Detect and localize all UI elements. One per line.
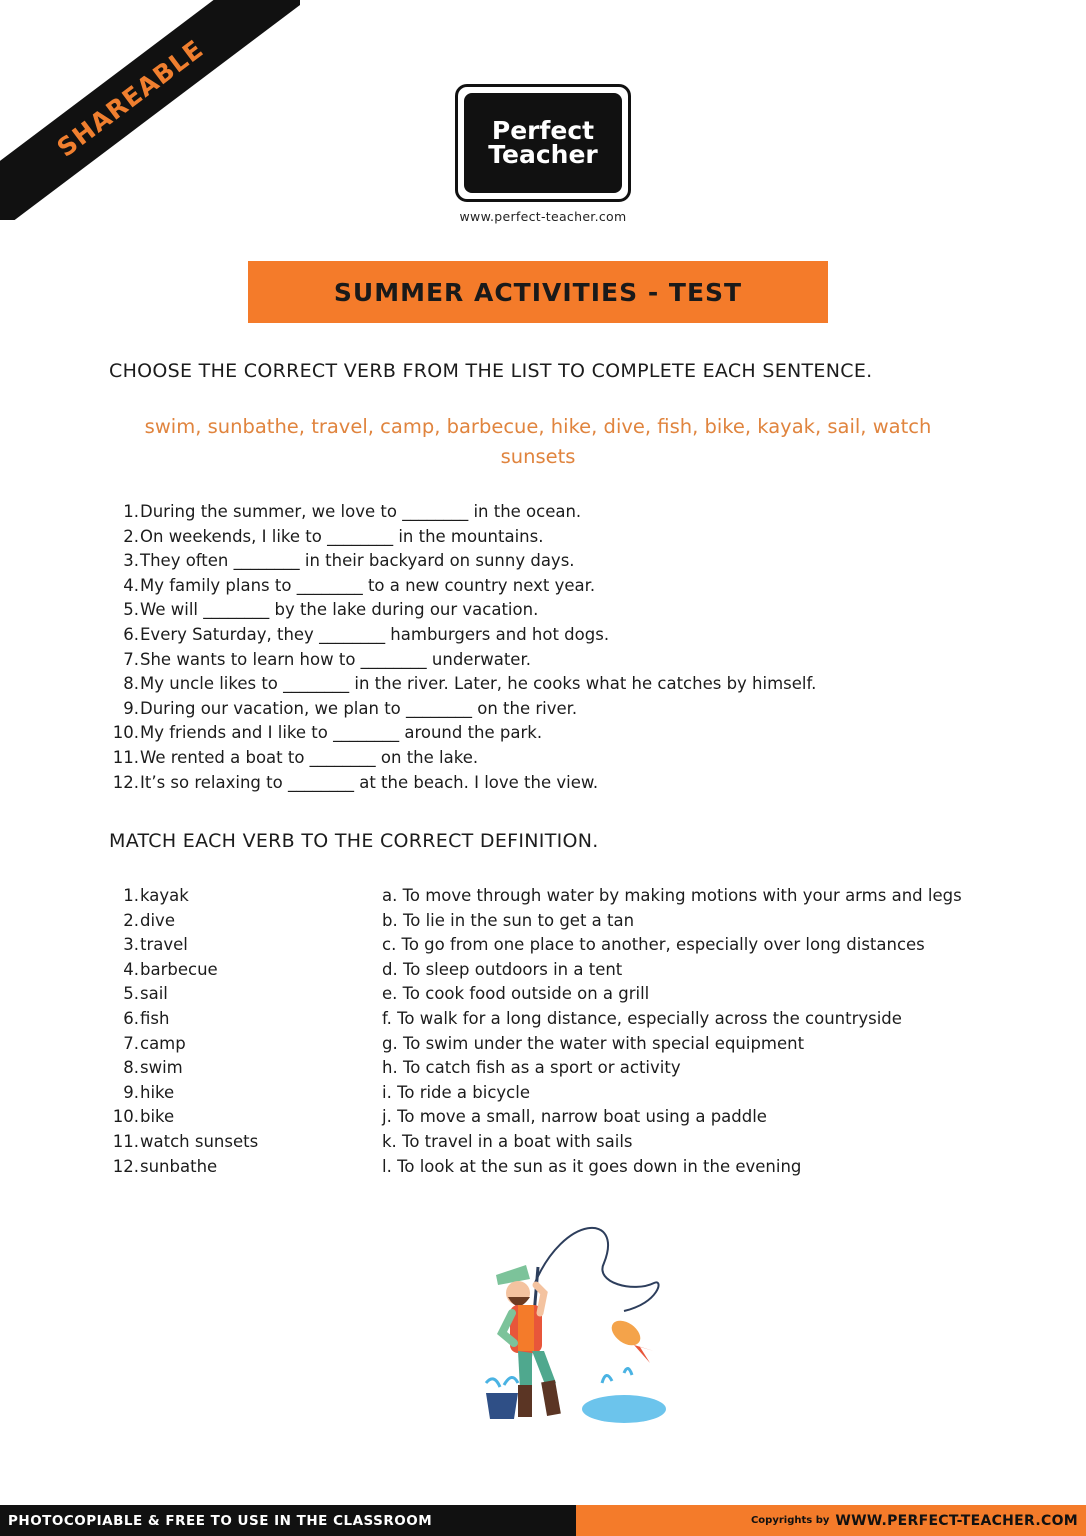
verb-item-text: hike <box>140 1082 175 1102</box>
copyright-label: Copyrights by <box>750 1515 830 1526</box>
verb-item <box>108 933 258 958</box>
verb-item <box>108 982 258 1007</box>
logo-url: www.perfect-teacher.com <box>459 209 627 224</box>
sentence-item-text: My uncle likes to ________ in the river. Later, he cooks what he catches by himself. <box>140 674 817 694</box>
verb-item-number: 6. <box>123 1008 139 1028</box>
definition-item: a. To move through water by making motions with your arms and legs <box>382 886 962 905</box>
sentence-item-number: 1. <box>123 502 139 521</box>
sentence-item-number: 3. <box>123 551 139 571</box>
sentence-item-number: 9. <box>123 698 139 718</box>
definition-item: l. To look at the sun as it goes down in the evening <box>382 1156 802 1176</box>
sentence-item-number: 11. <box>112 747 139 767</box>
beard <box>508 1297 530 1306</box>
verb-list <box>108 884 258 1179</box>
definition-item: c. To go from one place to another, especially over long distances <box>382 935 925 955</box>
verb-item-text: sunbathe <box>140 1156 218 1176</box>
verb-item <box>108 958 258 983</box>
leg-left <box>518 1351 532 1389</box>
logo <box>455 84 631 202</box>
definition-item: e. To cook food outside on a grill <box>382 984 650 1004</box>
sentence-item-number: 4. <box>123 575 139 595</box>
verb-item-number: 4. <box>123 959 139 979</box>
sentence-list <box>108 500 816 795</box>
definition-list <box>382 884 962 1179</box>
definition-item: g. To swim under the water with special equipment <box>382 1033 805 1053</box>
sentence-item-text: She wants to learn how to ________ underwater. <box>140 649 531 669</box>
sentence-item <box>108 525 816 550</box>
puddle <box>582 1395 666 1423</box>
verb-item <box>108 1007 258 1032</box>
hat <box>496 1265 530 1285</box>
sentence-item <box>108 746 816 771</box>
verb-item-text: barbecue <box>140 959 218 979</box>
verb-item-text: dive <box>140 910 175 930</box>
verb-item <box>108 1056 258 1081</box>
sentence-item-text: We rented a boat to ________ on the lake. <box>140 747 479 767</box>
definition-item: k. To travel in a boat with sails <box>382 1131 633 1151</box>
definition-item: b. To lie in the sun to get a tan <box>382 910 635 930</box>
verb-item-number: 5. <box>123 984 139 1004</box>
verb-item-number: 8. <box>123 1058 139 1078</box>
sentence-item-number: 5. <box>123 600 139 620</box>
sentence-item-text: My friends and I like to ________ around the park. <box>140 723 543 743</box>
fishing-line <box>534 1228 659 1311</box>
verb-item-number: 9. <box>123 1082 139 1102</box>
footer-right <box>576 1505 1086 1536</box>
sentence-item-number: 12. <box>112 772 139 792</box>
verb-item-number: 2. <box>123 910 139 930</box>
definition-item: j. To move a small, narrow boat using a paddle <box>382 1107 767 1127</box>
verb-item-text: fish <box>140 1008 170 1028</box>
verb-item-number: 3. <box>123 935 139 955</box>
logo-line-1: Perfect <box>491 116 595 145</box>
definition-item: i. To ride a bicycle <box>382 1082 530 1102</box>
sentence-item-number: 8. <box>123 674 139 694</box>
verb-item-number: 11. <box>112 1131 139 1151</box>
sentence-item <box>108 648 816 673</box>
fisherman-illustration <box>474 1223 674 1433</box>
sentence-item <box>108 697 816 722</box>
sentence-item <box>108 500 816 525</box>
vest <box>518 1305 534 1351</box>
sentence-item <box>108 574 816 599</box>
sentence-item-text: During our vacation, we plan to ________ on the river. <box>140 698 578 718</box>
sentence-item <box>108 771 816 796</box>
section2-heading: MATCH EACH VERB TO THE CORRECT DEFINITION. <box>109 830 599 852</box>
shareable-label: SHAREABLE <box>0 0 300 220</box>
sentence-item <box>108 549 816 574</box>
sentence-item <box>108 598 816 623</box>
verb-item <box>108 1130 258 1155</box>
verb-item <box>108 909 258 934</box>
fish-tail <box>634 1345 654 1363</box>
fish <box>607 1316 645 1351</box>
verb-item-text: travel <box>140 935 188 955</box>
verb-item-text: swim <box>140 1058 183 1078</box>
sentence-item-text: During the summer, we love to ________ in the ocean. <box>140 502 582 521</box>
verb-item-number: 1. <box>123 886 139 905</box>
logo-screen <box>464 93 622 193</box>
sentence-item-number: 10. <box>112 723 139 743</box>
sentence-item-text: Every Saturday, they ________ hamburgers and hot dogs. <box>140 624 610 644</box>
logo-line-2: Teacher <box>488 140 598 169</box>
verb-item <box>108 1081 258 1106</box>
bucket <box>486 1393 518 1419</box>
sentence-item-number: 2. <box>123 526 139 546</box>
copyright-url[interactable]: WWW.PERFECT-TEACHER.COM <box>835 1512 1078 1529</box>
verb-item-text: kayak <box>140 886 189 905</box>
logo-frame <box>455 84 631 202</box>
footer-left: PHOTOCOPIABLE & FREE TO USE IN THE CLASSROOM <box>0 1505 576 1536</box>
boot-left <box>518 1385 532 1417</box>
boot-right <box>541 1380 561 1416</box>
word-bank: swim, sunbathe, travel, camp, barbecue, hike, dive, fish, bike, kayak, sail, watch sunsets <box>144 415 932 468</box>
sentence-item-number: 6. <box>123 624 139 644</box>
verb-item-number: 7. <box>123 1033 139 1053</box>
sentence-item-text: My family plans to ________ to a new country next year. <box>140 575 596 595</box>
verb-item <box>108 1032 258 1057</box>
sentence-item <box>108 672 816 697</box>
verb-item <box>108 884 258 909</box>
verb-item <box>108 1105 258 1130</box>
shareable-ribbon <box>0 0 300 220</box>
sentence-item-text: We will ________ by the lake during our vacation. <box>140 600 539 620</box>
sentence-item <box>108 721 816 746</box>
sentence-item-number: 7. <box>123 649 139 669</box>
definition-item: d. To sleep outdoors in a tent <box>382 959 623 979</box>
verb-item-text: bike <box>140 1107 175 1127</box>
bucket-splash <box>486 1377 518 1387</box>
verb-item <box>108 1155 258 1180</box>
verb-item-number: 10. <box>112 1107 139 1127</box>
verb-item-text: sail <box>140 984 168 1004</box>
verb-item-text: camp <box>140 1033 186 1053</box>
verb-item-text: watch sunsets <box>140 1131 259 1151</box>
definition-item: h. To catch fish as a sport or activity <box>382 1058 681 1078</box>
sentence-item-text: They often ________ in their backyard on sunny days. <box>140 551 575 571</box>
sentence-item <box>108 623 816 648</box>
page-title: SUMMER ACTIVITIES - TEST <box>248 261 828 323</box>
sentence-item-text: On weekends, I like to ________ in the mountains. <box>140 526 544 546</box>
section1-heading: CHOOSE THE CORRECT VERB FROM THE LIST TO COMPLETE EACH SENTENCE. <box>109 360 873 382</box>
puddle-splash <box>602 1368 632 1383</box>
definition-item: f. To walk for a long distance, especially across the countryside <box>382 1008 902 1028</box>
verb-item-number: 12. <box>112 1156 139 1176</box>
sentence-item-text: It’s so relaxing to ________ at the beach. I love the view. <box>140 772 599 792</box>
